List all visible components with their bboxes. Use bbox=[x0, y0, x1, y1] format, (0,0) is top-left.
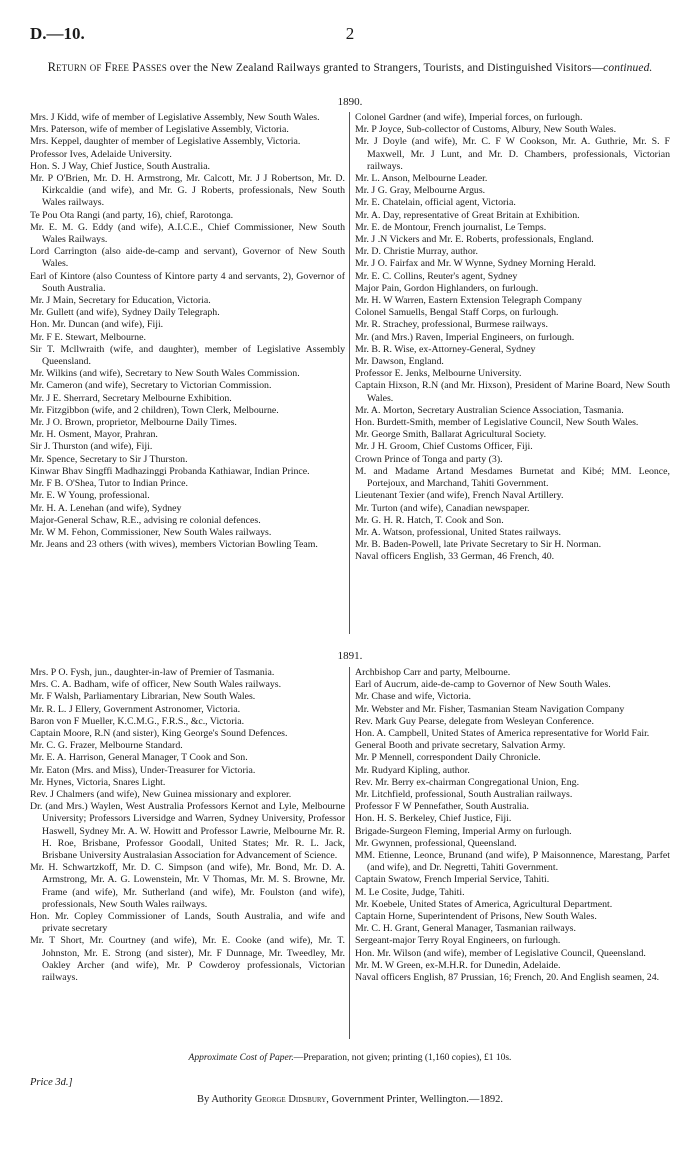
list-item: Mr. Chase and wife, Victoria. bbox=[355, 691, 471, 703]
list-item: Mr. Webster and Mr. Fisher, Tasmanian Steam Navigation Company bbox=[355, 703, 625, 715]
list-item: Kinwar Bhav Singffi Madhazinggi Probanda Kathiawar, Indian Prince. bbox=[30, 465, 310, 477]
list-item: Archbishop Carr and party, Melbourne. bbox=[355, 667, 511, 678]
page-title bbox=[40, 60, 660, 75]
list-item: Mr. F E. Stewart, Melbourne. bbox=[30, 331, 146, 343]
list-item: Baron von F Mueller, K.C.M.G., F.R.S., &c., Victoria. bbox=[30, 715, 245, 727]
authority-line bbox=[0, 1094, 700, 1105]
document-reference: D.—10. bbox=[30, 24, 85, 43]
list-item: Mr. Koebele, United States of America, Agricultural Department. bbox=[355, 898, 613, 910]
list-item: Mr. E. Chatelain, official agent, Victoria. bbox=[355, 197, 516, 209]
page-header bbox=[30, 24, 670, 48]
list-item: Mrs. P O. Fysh, jun., daughter-in-law of Premier of Tasmania. bbox=[30, 667, 275, 678]
list-item: Professor Ives, Adelaide University. bbox=[30, 148, 172, 160]
list-item: Mr. R. L. J Ellery, Government Astronomer, Victoria. bbox=[30, 703, 241, 715]
list-item: Mr. P Joyce, Sub-collector of Customs, Albury, New South Wales. bbox=[355, 124, 617, 136]
list-item: Mr. E. W Young, professional. bbox=[30, 490, 150, 502]
list-item: Brigade-Surgeon Fleming, Imperial Army on furlough. bbox=[355, 825, 572, 837]
list-item: Earl of Kintore (also Countess of Kintore party 4 and servants, 2), Governor of South Australia. bbox=[30, 270, 345, 294]
list-item: Mrs. J Kidd, wife of member of Legislative Assembly, New South Wales. bbox=[30, 112, 320, 123]
list-item: Mr. C. G. Frazer, Melbourne Standard. bbox=[30, 740, 183, 752]
page-number: 2 bbox=[345, 24, 355, 43]
list-item: Professor F W Pennefather, South Australia. bbox=[355, 801, 529, 813]
list-item: Mr. C. H. Grant, General Manager, Tasmanian railways. bbox=[355, 923, 576, 935]
list-item: Mr. Rudyard Kipling, author. bbox=[355, 764, 470, 776]
list-item: General Booth and private secretary, Salvation Army. bbox=[355, 740, 566, 752]
list-item: Crown Prince of Tonga and party (3). bbox=[355, 453, 503, 465]
list-item: M. Le Cosite, Judge, Tahiti. bbox=[355, 886, 465, 898]
list-item: Sir T. Mcllwraith (wife, and daughter), member of Legislative Assembly Queensland. bbox=[30, 343, 345, 368]
list-item: Mr. Eaton (Mrs. and Miss), Under-Treasurer for Victoria. bbox=[30, 764, 256, 776]
list-item: Mr. J O. Fairfax and Mr. W Wynne, Sydney Morning Herald. bbox=[355, 258, 596, 270]
list-item: Mr. P O'Brien, Mr. D. H. Armstrong, Mr. Calcott, Mr. J J Robertson, Mr. D. Kirkcaldie (and wife), and Mr. G. J Roberts, professionals, New South Wales railways. bbox=[30, 173, 345, 209]
title-lead: Return of Free Passes bbox=[47, 60, 167, 74]
list-item: Hon. Burdett-Smith, member of Legislative Council, New South Wales. bbox=[355, 417, 639, 429]
list-item: Mr. D. Christie Murray, author. bbox=[355, 246, 478, 258]
title-continued: continued. bbox=[603, 62, 653, 74]
authority-prefix: By Authority bbox=[197, 1094, 253, 1105]
title-middle: over the New Zealand Railways granted to Strangers, Tourists, and Distinguished Visitors— bbox=[166, 62, 604, 74]
list-item: Mr. A. Watson, professional, United States railways. bbox=[355, 526, 561, 538]
list-item: Mr. W M. Fehon, Commissioner, New South Wales railways. bbox=[30, 526, 272, 538]
list-item: Mr. J Doyle (and wife), Mr. C. F W Cookson, Mr. A. Guthrie, Mr. S. F Maxwell, Mr. J Lunt, and Mr. D. Chambers, professionals, Victorian railways. bbox=[355, 136, 670, 172]
list-item: Mr. A. Day, representative of Great Britain at Exhibition. bbox=[355, 209, 580, 221]
list-item: Mr. H. Osment, Mayor, Prahran. bbox=[30, 429, 158, 441]
list-item: Mr. Gullett (and wife), Sydney Daily Telegraph. bbox=[30, 307, 220, 319]
list-item: Sir J. Thurston (and wife), Fiji. bbox=[30, 441, 153, 453]
entries-1891-left bbox=[30, 667, 349, 1039]
list-item: Hon. H. S. Berkeley, Chief Justice, Fiji. bbox=[355, 813, 512, 825]
list-item: Lieutenant Texier (and wife), French Naval Artillery. bbox=[355, 490, 564, 502]
list-item: Earl of Aucrum, aide-de-camp to Governor of New South Wales. bbox=[355, 679, 611, 691]
printer-name: George Didsbury bbox=[254, 1094, 327, 1105]
year-heading-1891: 1891. bbox=[337, 650, 363, 662]
list-item: Mr. T Short, Mr. Courtney (and wife), Mr. E. Cooke (and wife), Mr. T. Johnston, Mr. E. Strong (and sister), Mr. F Dunnage, Mr. Tweedley, Mr. Oakley Archer (and wife), Mr. P Cowderoy professionals, Victorian railways. bbox=[30, 935, 345, 984]
list-item: Captain Swatow, French Imperial Service, Tahiti. bbox=[355, 874, 550, 886]
list-item: Naval officers English, 33 German, 46 French, 40. bbox=[355, 551, 555, 563]
list-item: Mr. J .N Vickers and Mr. E. Roberts, professionals, England. bbox=[355, 234, 594, 246]
list-item: Mr. Gwynnen, professional, Queensland. bbox=[355, 837, 517, 849]
list-item: Mr. H. W Warren, Eastern Extension Telegraph Company bbox=[355, 295, 582, 307]
list-item: Mr. (and Mrs.) Raven, Imperial Engineers, on furlough. bbox=[355, 331, 575, 343]
list-item: Mr. E. de Montour, French journalist, Le Temps. bbox=[355, 221, 547, 233]
list-item: Hon. A. Campbell, United States of America representative for World Fair. bbox=[355, 728, 650, 740]
list-item: Mr. G. H. R. Hatch, T. Cook and Son. bbox=[355, 514, 504, 526]
authority-suffix: , Government Printer, Wellington.—1892. bbox=[326, 1094, 503, 1105]
list-item: Mr. J G. Gray, Melbourne Argus. bbox=[355, 185, 486, 197]
list-item: Mr. L. Anson, Melbourne Leader. bbox=[355, 173, 488, 185]
list-item: Mr. E. M. G. Eddy (and wife), A.I.C.E., Chief Commissioner, New South Wales Railways. bbox=[30, 221, 345, 246]
list-item: Mrs. C. A. Badham, wife of officer, New South Wales railways. bbox=[30, 679, 282, 691]
list-item: Mrs. Paterson, wife of member of Legislative Assembly, Victoria. bbox=[30, 124, 289, 136]
list-item: Mr. H. A. Lenehan (and wife), Sydney bbox=[30, 502, 182, 514]
list-item: Mr. Cameron (and wife), Secretary to Victorian Commission. bbox=[30, 380, 272, 392]
list-item: Major-General Schaw, R.E., advising re colonial defences. bbox=[30, 514, 261, 526]
list-item: Mr. Dawson, England. bbox=[355, 356, 444, 368]
price-note: Price 3d.] bbox=[30, 1077, 73, 1088]
list-item: Mr. J Main, Secretary for Education, Victoria. bbox=[30, 295, 211, 307]
list-item: Hon. Mr. Duncan (and wife), Fiji. bbox=[30, 319, 164, 331]
list-item: Rev. Mr. Berry ex-chairman Congregational Union, Eng. bbox=[355, 776, 580, 788]
list-item: Hon. S. J Way, Chief Justice, South Australia. bbox=[30, 160, 210, 172]
list-item: Hon. Mr. Wilson (and wife), member of Legislative Council, Queensland. bbox=[355, 947, 646, 959]
list-item: Rev. J Chalmers (and wife), New Guinea missionary and explorer. bbox=[30, 789, 292, 801]
list-item: Captain Hixson, R.N (and Mr. Hixson), President of Marine Board, New South Wales. bbox=[355, 380, 670, 404]
list-item: Mrs. Keppel, daughter of member of Legislative Assembly, Victoria. bbox=[30, 136, 301, 148]
list-item: Mr. Jeans and 23 others (with wives), members Victorian Bowling Team. bbox=[30, 539, 318, 551]
list-item: Captain Horne, Superintendent of Prisons, New South Wales. bbox=[355, 911, 597, 923]
list-item: Hon. Mr. Copley Commissioner of Lands, South Australia, and wife and private secretary bbox=[30, 911, 345, 935]
list-item: Mr. E. C. Collins, Reuter's agent, Sydney bbox=[355, 270, 518, 282]
list-item: Mr. J O. Brown, proprietor, Melbourne Daily Times. bbox=[30, 417, 237, 429]
section-1890 bbox=[30, 112, 670, 634]
list-item: Mr. M. W Green, ex-M.H.R. for Dunedin, Adelaide. bbox=[355, 959, 561, 971]
list-item: Professor E. Jenks, Melbourne University. bbox=[355, 368, 522, 380]
list-item: Mr. R. Strachey, professional, Burmese railways. bbox=[355, 319, 548, 331]
list-item: Major Pain, Gordon Highlanders, on furlough. bbox=[355, 282, 539, 294]
list-item: Mr. F Walsh, Parliamentary Librarian, New South Wales. bbox=[30, 691, 256, 703]
list-item: Sergeant-major Terry Royal Engineers, on furlough. bbox=[355, 935, 561, 947]
list-item: Mr. George Smith, Ballarat Agricultural Society. bbox=[355, 429, 547, 441]
list-item: Rev. Mark Guy Pearse, delegate from Wesleyan Conference. bbox=[355, 715, 594, 727]
cost-label: Approximate Cost of Paper. bbox=[188, 1053, 294, 1063]
list-item: Colonel Samuells, Bengal Staff Corps, on furlough. bbox=[355, 307, 559, 319]
entries-1890-right bbox=[349, 112, 670, 634]
list-item: Mr. Litchfield, professional, South Australian railways. bbox=[355, 789, 573, 801]
list-item: Mr. Hynes, Victoria, Snares Light. bbox=[30, 776, 166, 788]
cost-text: —Preparation, not given; printing (1,160 copies), £1 10s. bbox=[293, 1053, 512, 1063]
section-1891 bbox=[30, 667, 670, 1039]
list-item: Lord Carrington (also aide-de-camp and servant), Governor of New South Wales. bbox=[30, 246, 345, 270]
list-item: Dr. (and Mrs.) Waylen, West Australia Professors Kernot and Lyle, Melbourne University; Professors Liversidge and Warren, Sydney University, Professor Haswell, Sydney Mr. A. W. Howitt and Professor Lawrie, Melbourne Mr. R. H. Roe, Brisbane, Professor Goodall, United States; Mr. R. L. Jack, Brisbane University Australasian Association for Advancement of Science. bbox=[30, 801, 345, 862]
list-item: Mr. P Mennell, correspondent Daily Chronicle. bbox=[355, 752, 541, 764]
list-item: Naval officers English, 87 Prussian, 16; French, 20. And English seamen, 24. bbox=[355, 972, 660, 984]
list-item: Captain Moore, R.N (and sister), King George's Sound Defences. bbox=[30, 728, 288, 740]
cost-of-paper-note bbox=[0, 1053, 700, 1063]
list-item: Mr. E. A. Harrison, General Manager, T Cook and Son. bbox=[30, 752, 248, 764]
list-item: Colonel Gardner (and wife), Imperial forces, on furlough. bbox=[355, 112, 583, 123]
list-item: Mr. Wilkins (and wife), Secretary to New South Wales Commission. bbox=[30, 368, 300, 380]
list-item: Mr. Spence, Secretary to Sir J Thurston. bbox=[30, 453, 188, 465]
list-item: Mr. B. Baden-Powell, late Private Secretary to Sir H. Norman. bbox=[355, 539, 602, 551]
list-item: Mr. Fitzgibbon (wife, and 2 children), Town Clerk, Melbourne. bbox=[30, 404, 279, 416]
list-item: Mr. J H. Groom, Chief Customs Officer, Fiji. bbox=[355, 441, 533, 453]
list-item: Mr. A. Morton, Secretary Australian Science Association, Tasmania. bbox=[355, 404, 624, 416]
list-item: Mr. J E. Sherrard, Secretary Melbourne Exhibition. bbox=[30, 392, 232, 404]
list-item: MM. Etienne, Leonce, Brunand (and wife), P Maisonnence, Marestang, Parfet (and wife), and Dr. Negretti, Tahiti Government. bbox=[355, 850, 670, 874]
list-item: Mr. B. R. Wise, ex-Attorney-General, Sydney bbox=[355, 343, 536, 355]
list-item: Mr. H. Schwartzkoff, Mr. D. C. Simpson (and wife), Mr. Bond, Mr. D. A. Armstrong, Mr. A. G. Lowenstein, Mr. V Thomas, Mr. M. S. Browne, Mr. Frame (and wife), Mr. Sutherland (and wife), Mr. Foulston (and wife), professionals, New South Wales railways. bbox=[30, 862, 345, 910]
list-item: Mr. Turton (and wife), Canadian newspaper. bbox=[355, 502, 530, 514]
list-item: Te Pou Ota Rangi (and party, 16), chief, Rarotonga. bbox=[30, 209, 234, 221]
entries-1890-left bbox=[30, 112, 349, 634]
entries-1891-right bbox=[349, 667, 670, 1039]
list-item: Mr. F B. O'Shea, Tutor to Indian Prince. bbox=[30, 478, 188, 490]
list-item: M. and Madame Artand Mesdames Burnetat and Kibé; MM. Leonce, Portejoux, and Marchand, Tahiti Government. bbox=[355, 465, 670, 490]
year-heading-1890: 1890. bbox=[337, 96, 363, 108]
